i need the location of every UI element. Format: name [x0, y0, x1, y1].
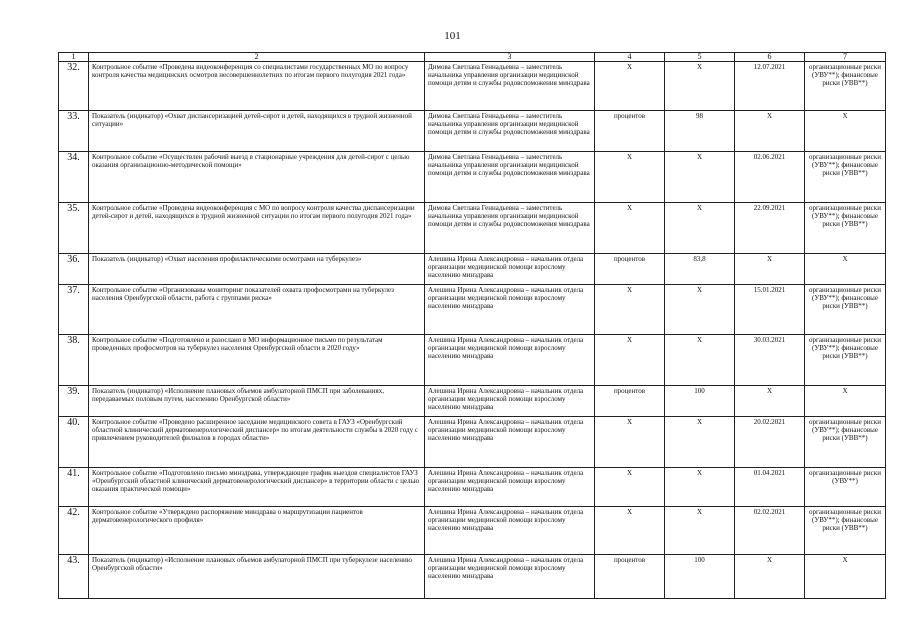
responsible-person: Алешина Ирина Александровна – начальник отдела организации медицинской помощи взрослому населению минздрава	[425, 335, 595, 386]
unit-cell: процентов	[595, 111, 665, 152]
table-row	[59, 417, 886, 468]
row-number: 39.	[59, 386, 89, 417]
responsible-person: Димова Светлана Геннадьевна – заместитель начальника управления организации медицинской помощи детям и службы родовспоможения минздрава	[425, 203, 595, 254]
row-number: 41.	[59, 468, 89, 507]
table-row	[59, 152, 886, 203]
risks-cell: организационные риски (УВУ**); финансовые риски (УВВ**)	[805, 335, 886, 386]
event-description: Показатель (индикатор) «Исполнение плановых объемов амбулаторной ПМСП при заболеваниях, передаваемых половым путем, населению Оренбургской области»	[89, 386, 425, 417]
date-cell: 20.02.2021	[735, 417, 805, 468]
value-cell: 98	[665, 111, 735, 152]
event-description: Контрольное событие «Проведено расширенное заседание медицинского совета в ГАУЗ «Оренбургский областной клинический дерматовенерологический диспансер» по итогам деятельности службы в 2020 году с привлечением руководителей филиалов в городах области»	[89, 417, 425, 468]
table-row	[59, 507, 886, 555]
responsible-person: Алешина Ирина Александровна – начальник отдела организации медицинской помощи взрослому населению минздрава	[425, 417, 595, 468]
unit-cell: процентов	[595, 254, 665, 285]
date-cell: 01.04.2021	[735, 468, 805, 507]
value-cell: X	[665, 203, 735, 254]
row-number: 42.	[59, 507, 89, 555]
column-number-row	[59, 53, 886, 62]
table-row	[59, 62, 886, 111]
responsible-person: Алешина Ирина Александровна – начальник отдела организации медицинской помощи взрослому населению минздрава	[425, 386, 595, 417]
responsible-person: Алешина Ирина Александровна – начальник отдела организации медицинской помощи взрослому населению минздрава	[425, 507, 595, 555]
event-description: Показатель (индикатор) «Охват населения профилактическими осмотрами на туберкулез»	[89, 254, 425, 285]
risks-cell: X	[805, 111, 886, 152]
table-row	[59, 111, 886, 152]
value-cell: X	[665, 468, 735, 507]
value-cell: X	[665, 507, 735, 555]
date-cell: X	[735, 254, 805, 285]
responsible-person: Димова Светлана Геннадьевна – заместитель начальника управления организации медицинской помощи детям и службы родовспоможения минздрава	[425, 62, 595, 111]
responsible-person: Алешина Ирина Александровна – начальник отдела организации медицинской помощи взрослому населению минздрава	[425, 285, 595, 335]
row-number: 36.	[59, 254, 89, 285]
column-header: 4	[595, 53, 665, 62]
unit-cell: X	[595, 62, 665, 111]
event-description: Контрольное событие «Подготовлено и разослано в МО информационное письмо по результатам проведенных профосмотров на туберкулез населения Оренбургской области в 2020 году»	[89, 335, 425, 386]
unit-cell: X	[595, 203, 665, 254]
date-cell: 12.07.2021	[735, 62, 805, 111]
event-description: Показатель (индикатор) «Исполнение плановых объемов амбулаторной ПМСП при туберкулезе населению Оренбургской области»	[89, 555, 425, 599]
value-cell: 100	[665, 386, 735, 417]
value-cell: X	[665, 417, 735, 468]
column-header: 6	[735, 53, 805, 62]
date-cell: 22.09.2021	[735, 203, 805, 254]
row-number: 37.	[59, 285, 89, 335]
table-row	[59, 285, 886, 335]
row-number: 34.	[59, 152, 89, 203]
risks-cell: организационные риски (УВУ**); финансовые риски (УВВ**)	[805, 417, 886, 468]
event-description: Контрольное событие «Организованы мониторинг показателей охвата профосмотрами на туберкулез населения Оренбургской области, работа с группами риска»	[89, 285, 425, 335]
row-number: 33.	[59, 111, 89, 152]
event-description: Контрольное событие «Осуществлен рабочий выезд в стационарные учреждения для детей-сирот с целью оказания организационно-методической помощи»	[89, 152, 425, 203]
risks-cell: организационные риски (УВУ**)	[805, 468, 886, 507]
row-number: 43.	[59, 555, 89, 599]
date-cell: X	[735, 555, 805, 599]
date-cell: 30.03.2021	[735, 335, 805, 386]
unit-cell: X	[595, 417, 665, 468]
plan-table	[58, 52, 886, 599]
risks-cell: X	[805, 254, 886, 285]
row-number: 40.	[59, 417, 89, 468]
responsible-person: Алешина Ирина Александровна – начальник отдела организации медицинской помощи взрослому населению минздрава	[425, 468, 595, 507]
risks-cell: организационные риски (УВУ**); финансовые риски (УВВ**)	[805, 62, 886, 111]
page-number: 101	[444, 30, 461, 42]
value-cell: 100	[665, 555, 735, 599]
risks-cell: организационные риски (УВУ**); финансовые риски (УВВ**)	[805, 152, 886, 203]
column-header: 5	[665, 53, 735, 62]
risks-cell: организационные риски (УВУ**); финансовые риски (УВВ**)	[805, 507, 886, 555]
responsible-person: Димова Светлана Геннадьевна – заместитель начальника управления организации медицинской помощи детям и службы родовспоможения минздрава	[425, 152, 595, 203]
value-cell: 83,8	[665, 254, 735, 285]
risks-cell: организационные риски (УВУ**); финансовые риски (УВВ**)	[805, 203, 886, 254]
unit-cell: X	[595, 335, 665, 386]
unit-cell: X	[595, 468, 665, 507]
responsible-person: Димова Светлана Геннадьевна – заместитель начальника управления организации медицинской помощи детям и службы родовспоможения минздрава	[425, 111, 595, 152]
table-row	[59, 468, 886, 507]
table-row	[59, 335, 886, 386]
responsible-person: Алешина Ирина Александровна – начальник отдела организации медицинской помощи взрослому населению минздрава	[425, 254, 595, 285]
event-description: Контрольное событие «Утверждено распоряжение минздрава о маршрутизации пациентов дерматовенерологического профиля»	[89, 507, 425, 555]
column-header: 7	[805, 53, 886, 62]
row-number: 32.	[59, 62, 89, 111]
unit-cell: X	[595, 285, 665, 335]
value-cell: X	[665, 62, 735, 111]
risks-cell: X	[805, 386, 886, 417]
row-number: 35.	[59, 203, 89, 254]
table-row	[59, 555, 886, 599]
date-cell: X	[735, 386, 805, 417]
table-row	[59, 386, 886, 417]
column-header: 1	[59, 53, 89, 62]
table-row	[59, 254, 886, 285]
event-description: Контрольное событие «Проведена видеоконференция с МО по вопросу контроля качества диспансеризации детей-сирот и детей, находящихся в трудной жизненной ситуации по итогам первого полугодия 2021 года»	[89, 203, 425, 254]
date-cell: X	[735, 111, 805, 152]
risks-cell: X	[805, 555, 886, 599]
date-cell: 02.06.2021	[735, 152, 805, 203]
date-cell: 15.01.2021	[735, 285, 805, 335]
event-description: Показатель (индикатор) «Охват диспансеризацией детей-сирот и детей, находящихся в трудной жизненной ситуации»	[89, 111, 425, 152]
table-row	[59, 203, 886, 254]
value-cell: X	[665, 152, 735, 203]
event-description: Контрольное событие «Проведена видеоконференция со специалистами государственных МО по вопросу контроля качества медицинских осмотров несовершеннолетних по итогам первого полугодия 2021 года»	[89, 62, 425, 111]
risks-cell: организационные риски (УВУ**); финансовые риски (УВВ**)	[805, 285, 886, 335]
date-cell: 02.02.2021	[735, 507, 805, 555]
column-header: 2	[89, 53, 425, 62]
responsible-person: Алешина Ирина Александровна – начальник отдела организации медицинской помощи взрослому населению минздрава	[425, 555, 595, 599]
value-cell: X	[665, 335, 735, 386]
row-number: 38.	[59, 335, 89, 386]
column-header: 3	[425, 53, 595, 62]
value-cell: X	[665, 285, 735, 335]
event-description: Контрольное событие «Подготовлено письмо минздрава, утверждающее график выездов специалистов ГАУЗ «Оренбургский областной клинический дерматовенерологический диспансер» в территории области с целью оказания практической помощи»	[89, 468, 425, 507]
unit-cell: X	[595, 152, 665, 203]
unit-cell: процентов	[595, 555, 665, 599]
unit-cell: X	[595, 507, 665, 555]
unit-cell: процентов	[595, 386, 665, 417]
